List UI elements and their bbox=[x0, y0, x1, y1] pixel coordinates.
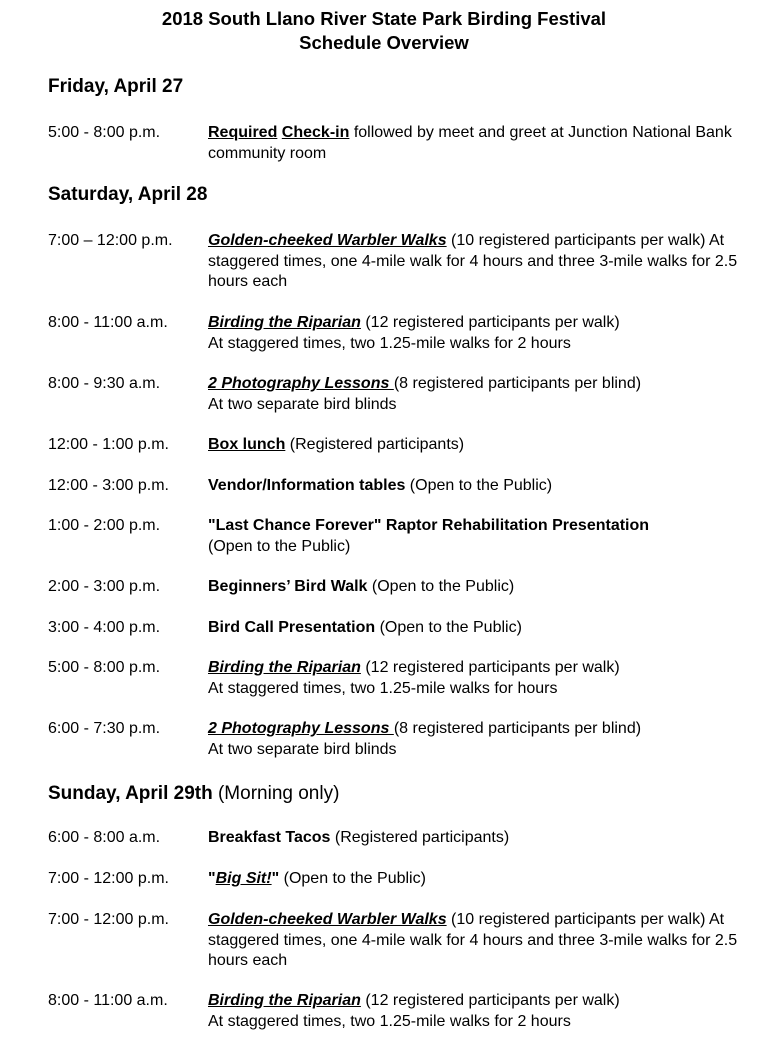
required-label: Required bbox=[208, 124, 278, 141]
entry-description: Box lunch (Registered participants) bbox=[208, 436, 465, 453]
entry-description: "Big Sit!" (Open to the Public) bbox=[208, 870, 426, 887]
document-title: 2018 South Llano River State Park Birding Festival bbox=[161, 8, 607, 29]
entry-description: Golden-cheeked Warbler Walks (10 registered participants per walk) At staggered times, one 4-mile walk for 4 hours and three 3-mile walks for 2.5 hours each bbox=[208, 911, 738, 969]
entry-time: 1:00 - 2:00 p.m. bbox=[48, 517, 161, 534]
entry-description: Birding the Riparian (12 registered participants per walk) At staggered times, two 1.25-mile walks for hours bbox=[208, 659, 620, 697]
entry-time: 5:00 - 8:00 p.m. bbox=[48, 124, 161, 141]
event-title: Birding the Riparian bbox=[208, 314, 361, 331]
entry-time: 7:00 - 12:00 p.m. bbox=[48, 870, 169, 887]
event-title: Big Sit! bbox=[215, 870, 272, 887]
day-heading-friday: Friday, April 27 bbox=[48, 76, 184, 97]
entry-time: 3:00 - 4:00 p.m. bbox=[48, 619, 161, 636]
entry-time: 8:00 - 9:30 a.m. bbox=[48, 375, 161, 392]
entry-time: 12:00 - 1:00 p.m. bbox=[48, 436, 169, 453]
event-title: Vendor/Information tables bbox=[208, 477, 406, 494]
event-title: 2 Photography Lessons bbox=[208, 720, 394, 737]
event-title: Birding the Riparian bbox=[208, 659, 361, 676]
entry-description: Birding the Riparian (12 registered participants per walk) At staggered times, two 1.25-mile walks for 2 hours bbox=[208, 992, 620, 1030]
entry-time: 6:00 - 7:30 p.m. bbox=[48, 720, 161, 737]
document-subtitle: Schedule Overview bbox=[299, 32, 469, 53]
entry-time: 12:00 - 3:00 p.m. bbox=[48, 477, 169, 494]
entry-description: Breakfast Tacos (Registered participants) bbox=[208, 829, 510, 846]
entry-time: 8:00 - 11:00 a.m. bbox=[48, 992, 168, 1009]
entry-time: 2:00 - 3:00 p.m. bbox=[48, 578, 161, 595]
event-title: Golden-cheeked Warbler Walks bbox=[208, 911, 447, 928]
event-title: Birding the Riparian bbox=[208, 992, 361, 1009]
entry-description: Beginners’ Bird Walk (Open to the Public) bbox=[208, 578, 515, 595]
entry-description: 2 Photography Lessons (8 registered participants per blind) At two separate bird blinds bbox=[208, 375, 642, 413]
event-title: "Last Chance Forever" Raptor Rehabilitation Presentation bbox=[208, 517, 650, 534]
entry-description: Bird Call Presentation (Open to the Public) bbox=[208, 619, 522, 636]
entry-description: Birding the Riparian (12 registered participants per walk) At staggered times, two 1.25-mile walks for 2 hours bbox=[208, 314, 620, 352]
day-heading-sunday: Sunday, April 29th (Morning only) bbox=[48, 783, 340, 804]
entry-description: 2 Photography Lessons (8 registered participants per blind) At two separate bird blinds bbox=[208, 720, 642, 758]
event-title: Bird Call Presentation bbox=[208, 619, 376, 636]
event-title: Golden-cheeked Warbler Walks bbox=[208, 232, 447, 249]
entry-time: 7:00 - 12:00 p.m. bbox=[48, 911, 169, 928]
entry-time: 5:00 - 8:00 p.m. bbox=[48, 659, 161, 676]
entry-description: Vendor/Information tables (Open to the Public) bbox=[208, 477, 553, 494]
entry-time: 6:00 - 8:00 a.m. bbox=[48, 829, 161, 846]
event-title: Breakfast Tacos bbox=[208, 829, 331, 846]
entry-description: Golden-cheeked Warbler Walks (10 registered participants per walk) At staggered times, one 4-mile walk for 4 hours and three 3-mile walks for 2.5 hours each bbox=[208, 232, 738, 290]
day-heading-saturday: Saturday, April 28 bbox=[48, 184, 208, 205]
check-in-label: Check-in bbox=[281, 124, 350, 141]
event-title: Beginners’ Bird Walk bbox=[208, 578, 368, 595]
entry-description: "Last Chance Forever" Raptor Rehabilitation Presentation (Open to the Public) bbox=[208, 517, 650, 555]
entry-time: 7:00 – 12:00 p.m. bbox=[48, 232, 173, 249]
entry-time: 8:00 - 11:00 a.m. bbox=[48, 314, 168, 331]
event-title: 2 Photography Lessons bbox=[208, 375, 394, 392]
event-title: Box lunch bbox=[208, 436, 286, 453]
entry-description: Required Check-in followed by meet and greet at Junction National Bank community room bbox=[208, 124, 732, 162]
